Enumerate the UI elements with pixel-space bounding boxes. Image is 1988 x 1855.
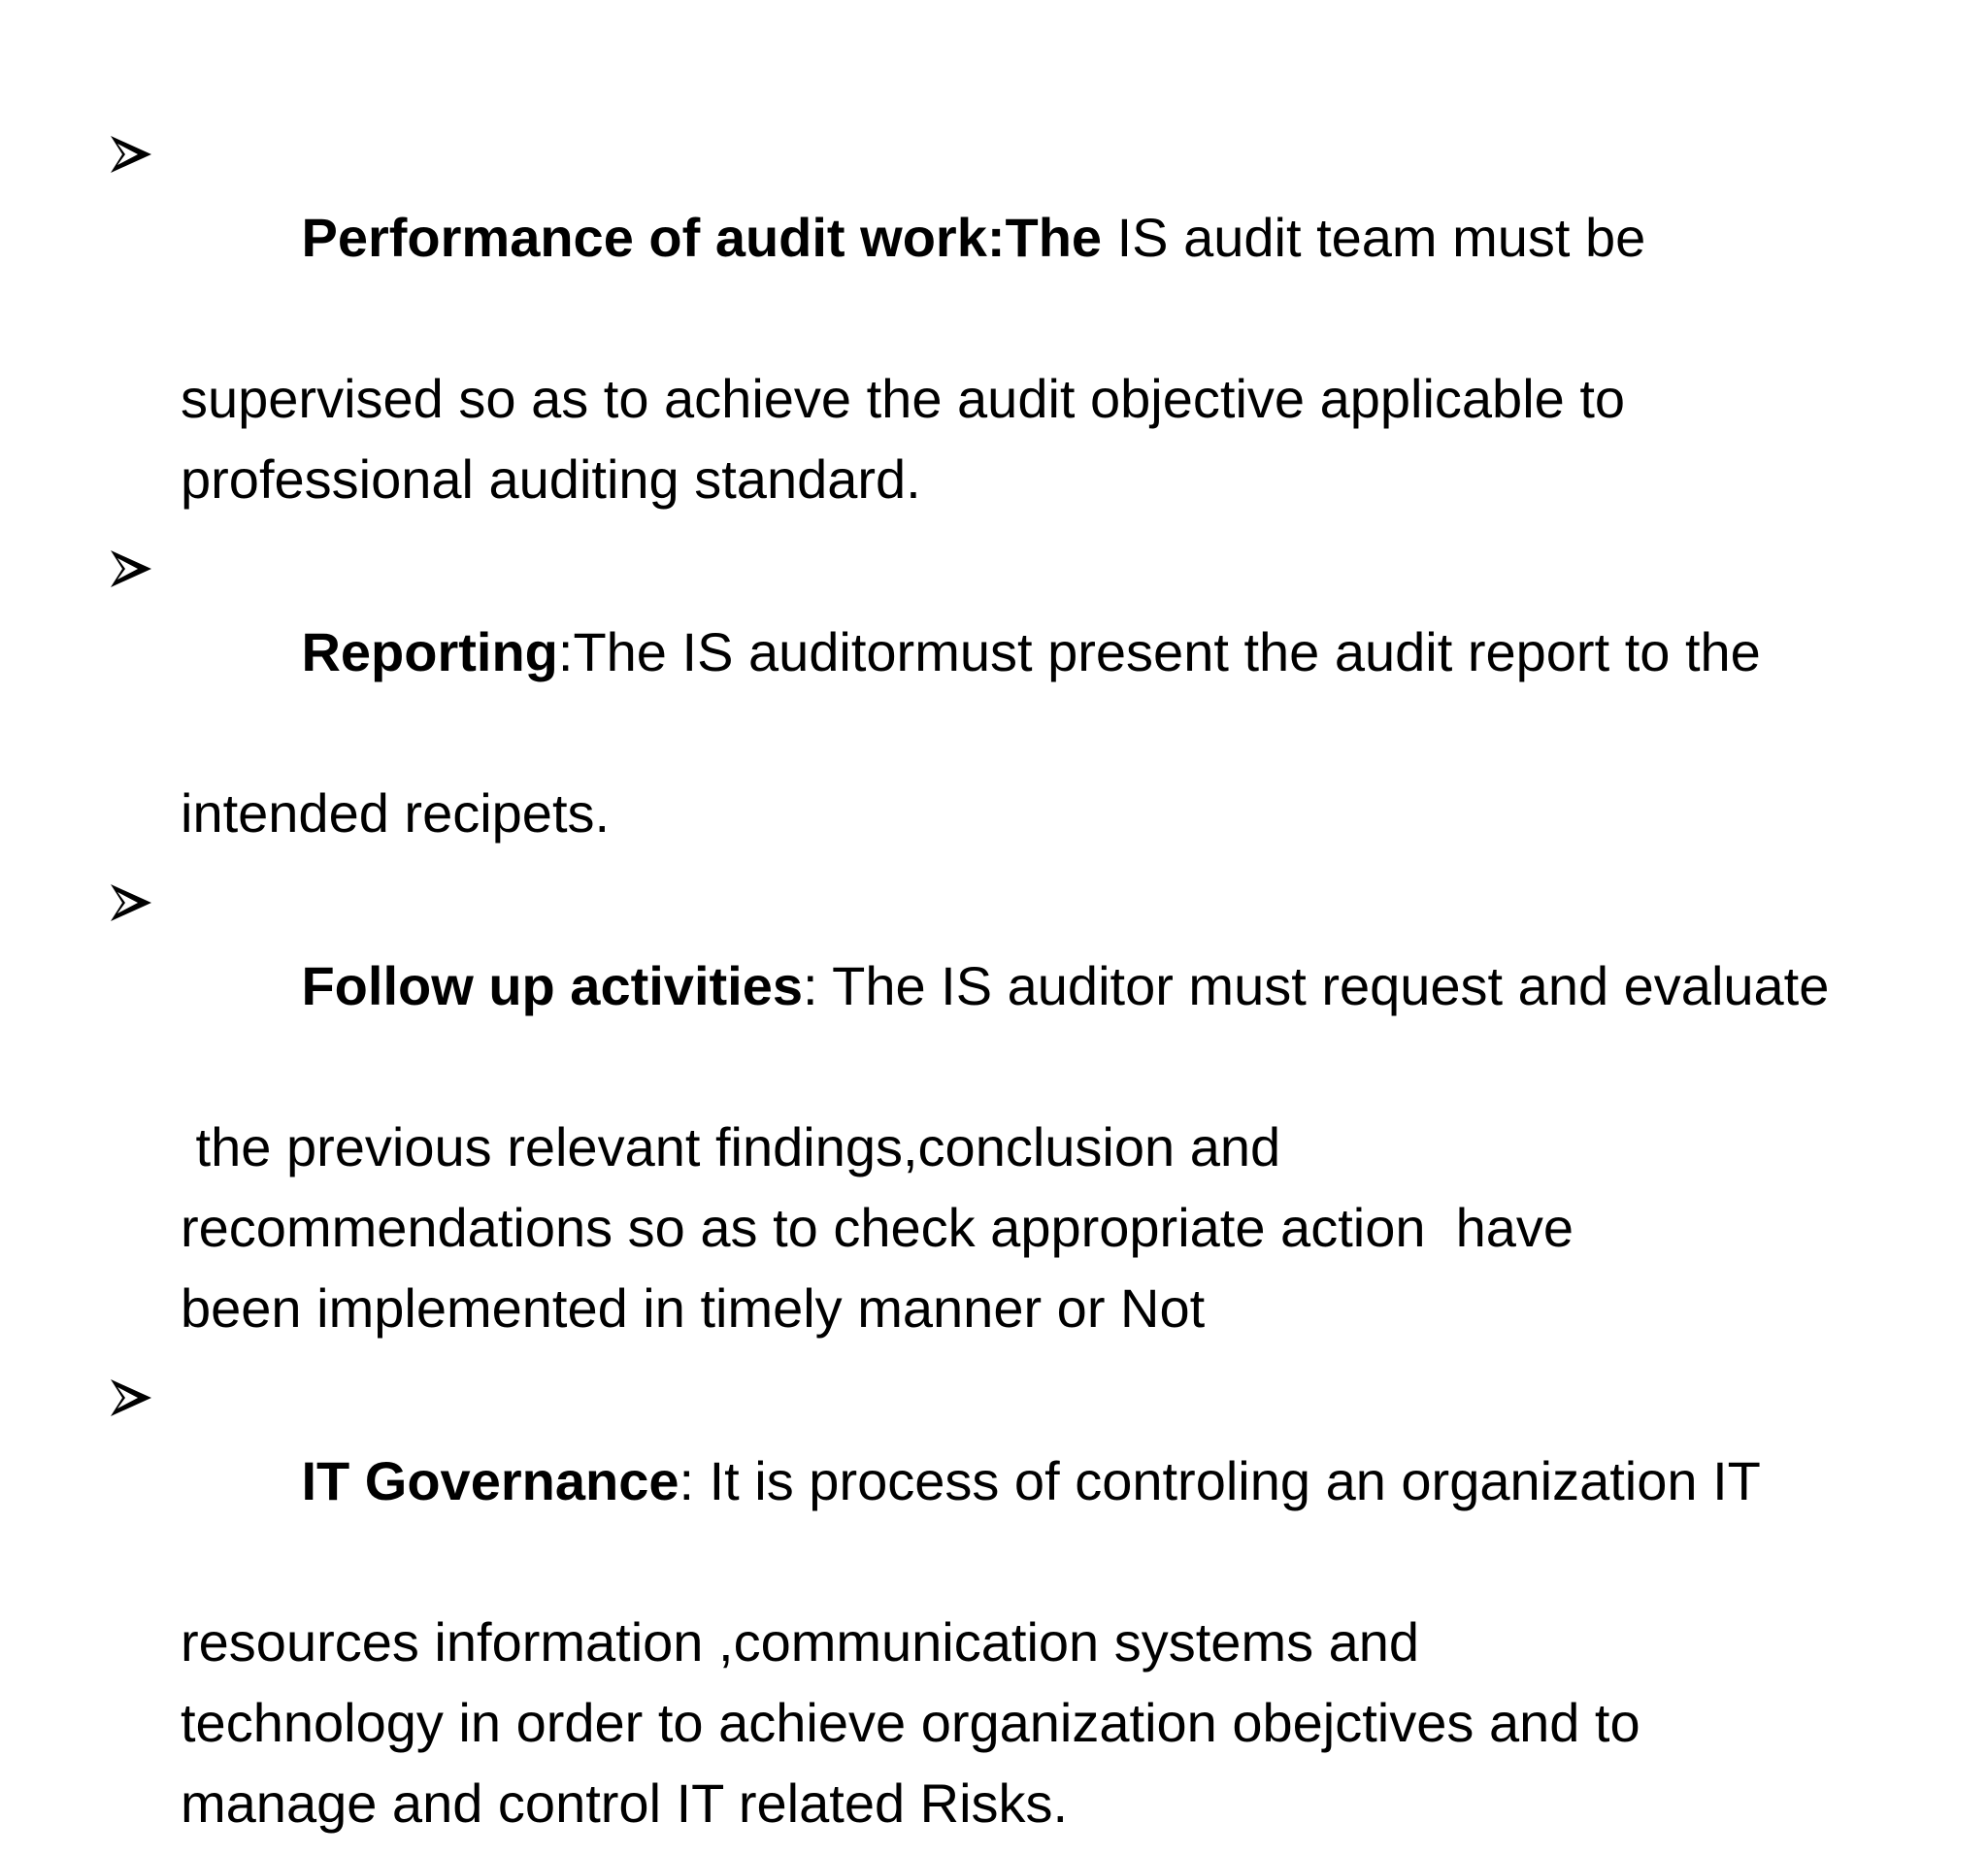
bullet-text-line: :The IS auditormust present the audit report to the [557,621,1761,682]
arrowhead-bullet-icon [109,132,153,177]
bullet-text-line: resources information ,communication systems and [181,1611,1420,1673]
bullet-term: Follow up activities [301,955,803,1016]
bullet-item-reporting [109,531,1895,853]
bullet-text-line: technology in order to achieve organization obejctives and to [181,1692,1640,1753]
bullet-term: Performance of audit work:The [301,207,1103,268]
bullet-item-performance-of-audit-work [109,116,1895,519]
bullet-text-line: IS audit team must be [1102,207,1646,268]
bullet-text-line: : It is process of controling an organization IT [679,1450,1761,1511]
bullet-list [109,116,1895,1855]
arrowhead-bullet-icon [109,880,153,925]
bullet-text-line: manage and control IT related Risks. [181,1772,1069,1834]
bullet-text-line: recommendations so as to check appropriate action have [181,1197,1574,1258]
bullet-text-line: intended recipets. [181,782,611,844]
bullet-item-it-governance [109,1360,1895,1843]
bullet-text-line: : The IS auditor must request and evaluate [803,955,1830,1016]
bullet-term: IT Governance [301,1450,679,1511]
arrowhead-bullet-icon [109,1375,153,1420]
bullet-term: Reporting [301,621,558,682]
bullet-text-line: professional auditing standard. [181,448,921,510]
bullet-text-line: supervised so as to achieve the audit objective applicable to [181,368,1626,429]
bullet-text-line: the previous relevant findings,conclusion and [181,1116,1281,1177]
bullet-text-line: been implemented in timely manner or Not [181,1277,1206,1339]
arrowhead-bullet-icon [109,547,153,591]
bullet-item-follow-up-activities [109,865,1895,1348]
